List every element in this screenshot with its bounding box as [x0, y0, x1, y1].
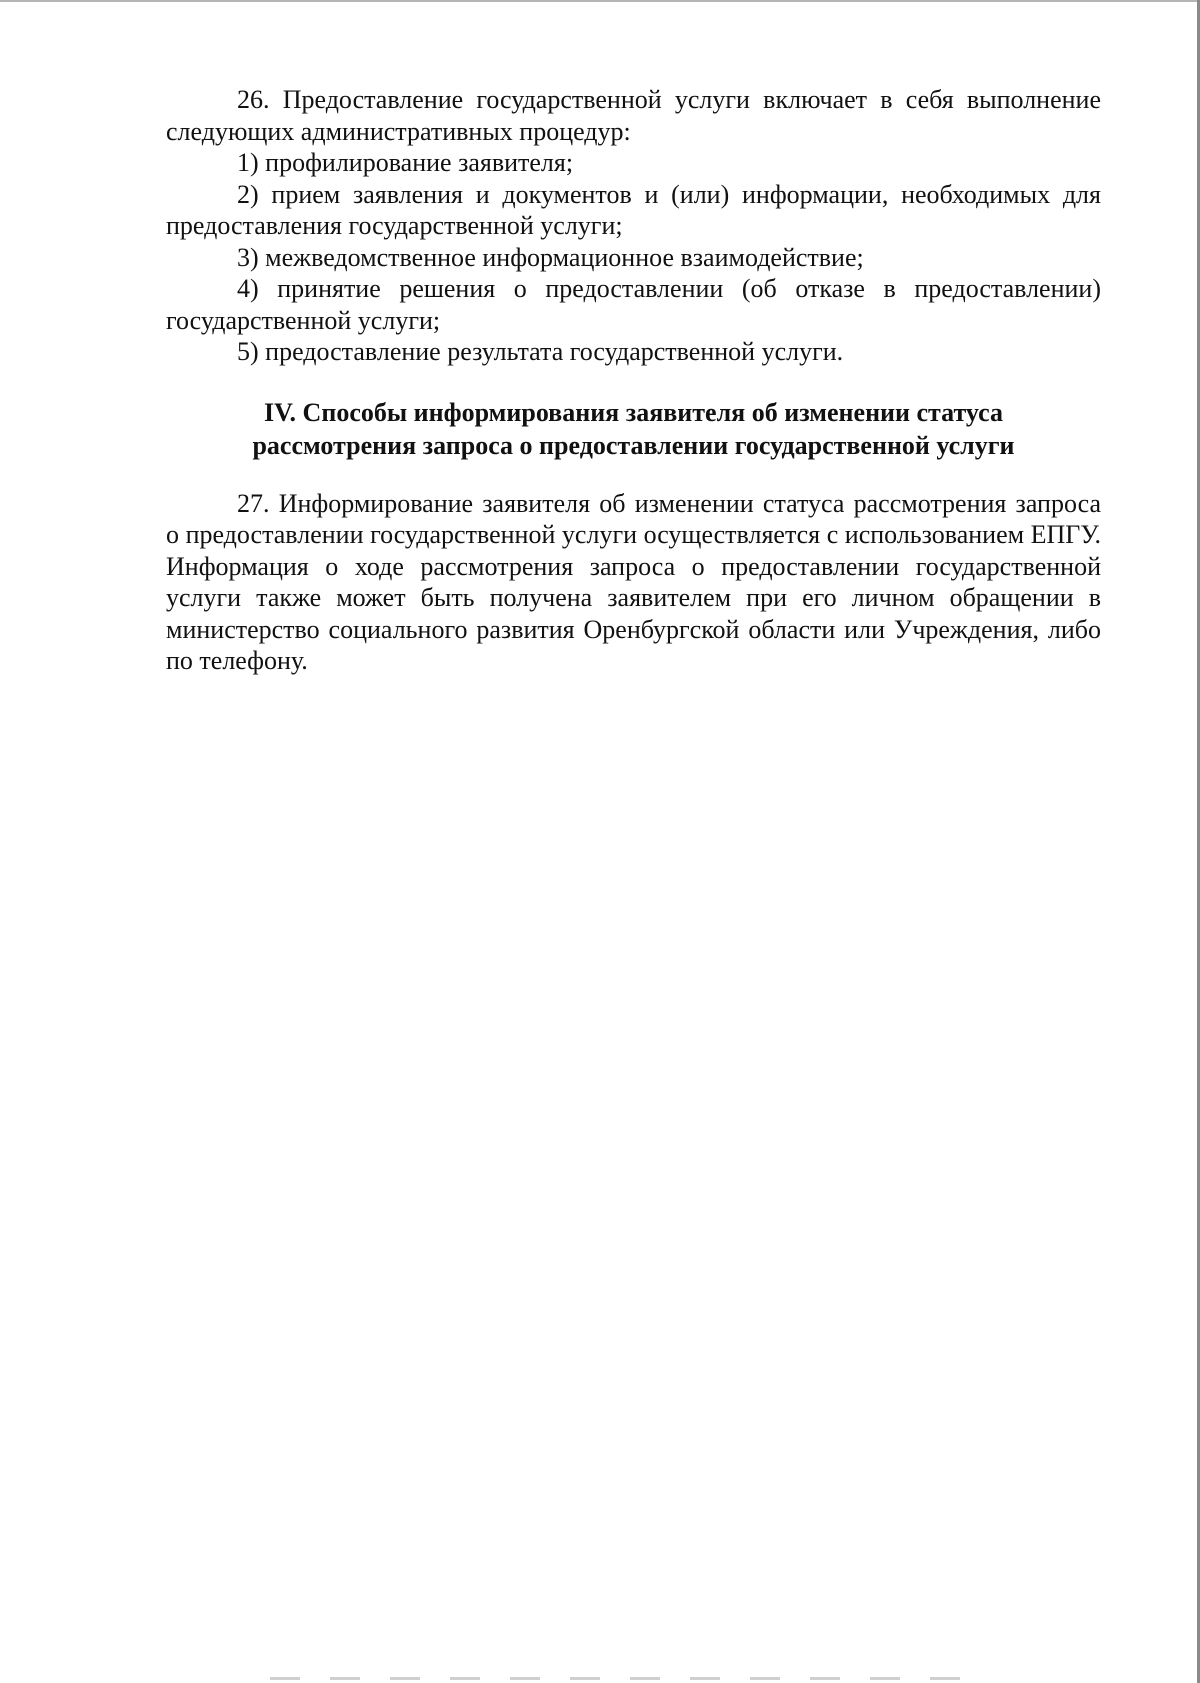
section-iv-heading — [166, 396, 1101, 462]
procedure-item-2: 2) прием заявления и документов и (или) информации, необходимых для предоставления государственной услуги; — [166, 179, 1101, 240]
document-page — [0, 2, 1197, 1683]
section-heading-line-1: IV. Способы информирования заявителя об изменении статуса — [264, 397, 1003, 427]
procedure-item-4: 4) принятие решения о предоставлении (об отказе в предоставлении) государственной услуги; — [166, 274, 1101, 335]
document-body — [166, 84, 1101, 677]
procedure-item-5: 5) предоставление результата государственной услуги. — [237, 337, 844, 366]
procedure-item-3: 3) межведомственное информационное взаимодействие; — [237, 242, 864, 272]
paragraph-26-intro: 26. Предоставление государственной услуги включает в себя выполнение следующих административных процедур: — [166, 85, 1101, 146]
procedure-item-1: 1) профилирование заявителя; — [237, 148, 574, 177]
scan-artifact-marks — [270, 1677, 970, 1680]
paragraph-27: 27. Информирование заявителя об изменении статуса рассмотрения запроса о предоставлении государственной услуги осуществляется с использованием ЕПГУ. Информация о ходе рассмотрения запроса о предоставлении государственной услуги также может быть получена заявителем при его личном обращении в министерство социального развития Оренбургской области или Учреждения, либо по телефону. — [166, 488, 1101, 675]
section-heading-line-2: рассмотрения запроса о предоставлении государственной услуги — [252, 430, 1015, 460]
